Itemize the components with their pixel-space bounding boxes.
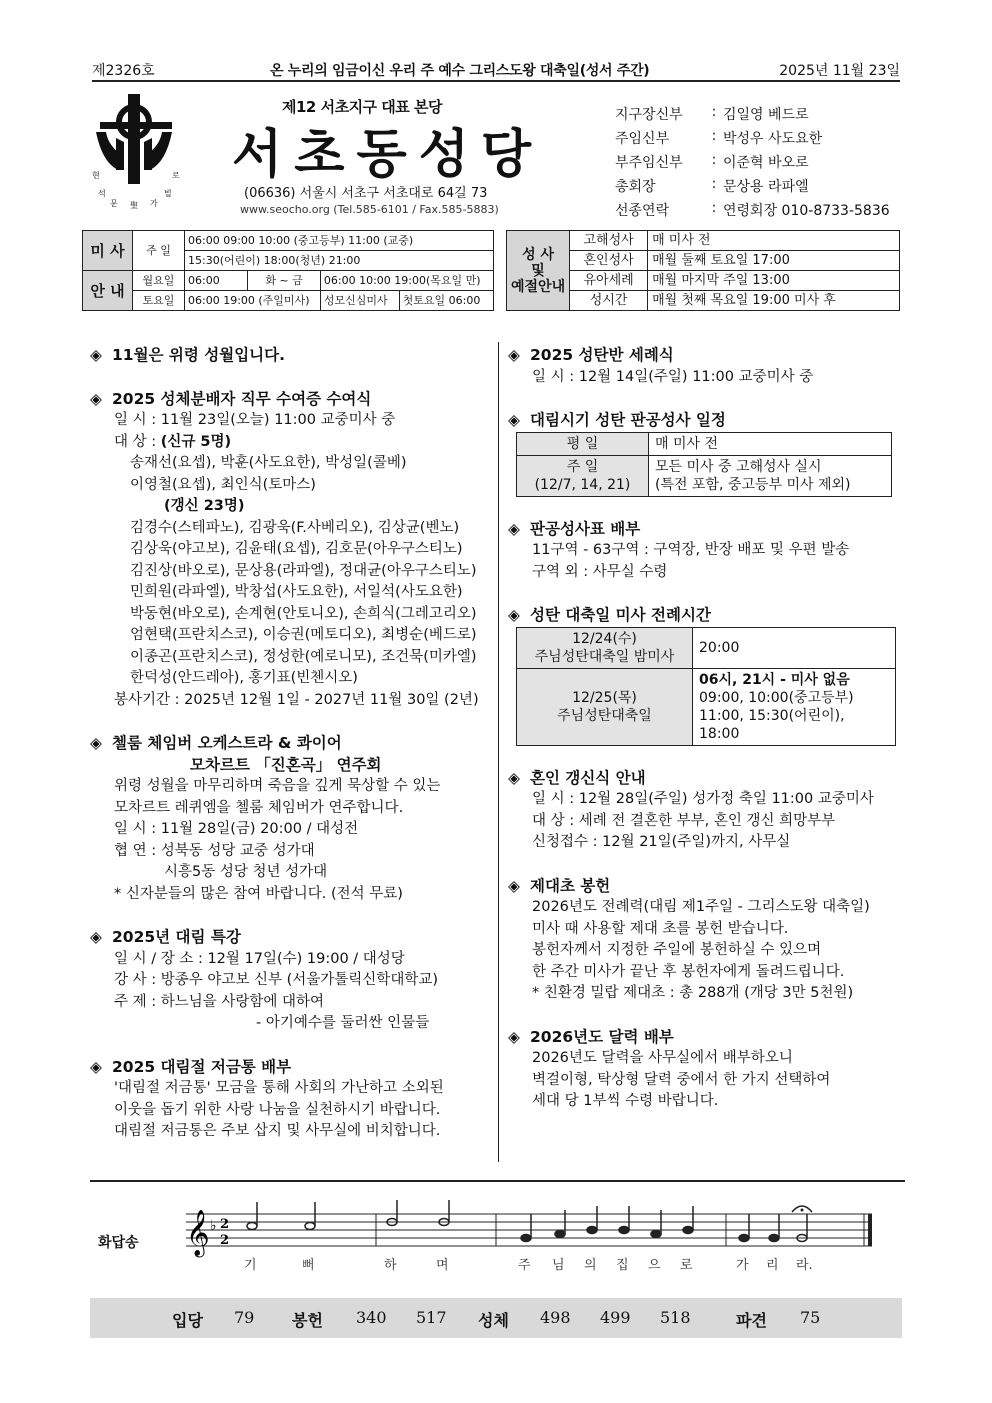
notice-line: 봉사기간 : 2025년 12월 1일 - 2027년 11월 30일 (2년) (114, 691, 479, 708)
weekday-times: 06:00 10:00 19:00(목요일 만) (320, 271, 493, 291)
logo-char: 현 (92, 171, 100, 180)
sacrament-label-line: 성 사 (522, 246, 555, 263)
notice-title-text: 혼인 갱신식 안내 (530, 768, 646, 787)
clergy-name: 박성우 사도요한 (723, 131, 823, 147)
lyric-syllable: 리 (766, 1258, 779, 1273)
target-label: 대 상 : (114, 433, 161, 450)
lyric-syllable: 라. (796, 1258, 813, 1273)
quarter-notes (521, 1206, 779, 1242)
notice-line: 일 시 : 12월 28일(주일) 성가정 축일 11:00 교중미사 (532, 791, 874, 807)
notice-line: 2026년도 달력을 사무실에서 배부하오니 (532, 1050, 793, 1066)
column-divider (498, 342, 499, 1162)
psalm-lyrics (180, 1254, 880, 1274)
sunday-times: 15:30(어린이) 18:00(청년) 21:00 (185, 251, 494, 271)
lyric-syllable: 가 (736, 1258, 749, 1273)
first-saturday: 첫토요일 06:00 (399, 291, 493, 311)
sacrament-label-line: 및 (531, 262, 545, 279)
diamond-bullet-icon: ◈ (90, 928, 102, 946)
notice-line: 세대 당 1부씩 수령 바랍니다. (532, 1093, 719, 1109)
lyric-syllable: 하 (384, 1258, 397, 1273)
diamond-bullet-icon: ◈ (508, 1027, 520, 1046)
christmas-time: 20:00 (693, 627, 896, 668)
saturday-label: 토요일 (133, 291, 185, 311)
notice-line: 일 시 : 11월 28일(금) 20:00 / 대성전 (114, 821, 359, 837)
hymn-number: 340 (356, 1308, 387, 1327)
notice-line: 구역 외 : 사무실 수령 (532, 563, 668, 580)
notice-title-text: 2025 성탄반 세례식 (530, 346, 674, 364)
confession-table (516, 432, 892, 497)
name-line: 박동현(바오로), 손계현(안토니오), 손희식(그레고리오) (130, 605, 477, 622)
notice-title-text: 첼룸 체임버 오케스트라 & 콰이어 (112, 734, 342, 752)
hymn-number-bar (90, 1298, 902, 1338)
clergy-role: 선종연락 (615, 203, 670, 219)
notice-title-text: 2025년 대림 특강 (112, 928, 241, 946)
name-line: 한덕성(안드레아), 홍기표(빈첸시오) (130, 670, 358, 686)
notice-line: 대림절 저금통은 주보 삽지 및 사무실에 비치합니다. (114, 1123, 441, 1139)
lyric-syllable: 주 (518, 1258, 531, 1273)
time-signature-icon: 2 (220, 1217, 230, 1232)
notice-title (508, 605, 903, 627)
sacrament-table (506, 230, 900, 311)
christmas-name: 주님성탄대축일 밤미사 (534, 648, 675, 665)
mass-schedule-table (82, 230, 494, 311)
parish-contact: www.seocho.org (Tel.585-6101 / Fax.585-5883) (240, 203, 499, 216)
notice-title (90, 733, 490, 755)
notice-line: 모차르트 레퀴엠을 첼룸 체임버가 연주합니다. (114, 799, 404, 816)
notice-line: 일 시 : 11월 23일(오늘) 11:00 교중미사 중 (114, 412, 396, 428)
monday-label: 월요일 (133, 271, 185, 291)
lyric-syllable: 뻐 (302, 1258, 315, 1273)
masthead-line (92, 60, 900, 82)
hymn-number: 518 (660, 1308, 691, 1327)
saturday-times: 06:00 19:00 (주일미사) (185, 291, 321, 311)
christmas-time (693, 668, 896, 745)
notice-title-text: 모차르트 「진혼곡」 연주회 (190, 755, 382, 774)
lyric-syllable: 기 (244, 1258, 257, 1273)
clergy-name: 김일영 베드로 (723, 107, 809, 123)
notice-line: 일 시 / 장 소 : 12월 17일(수) 19:00 / 대성당 (114, 950, 405, 967)
notice-line: 미사 때 사용할 제대 초를 봉헌 받습니다. (532, 920, 789, 937)
left-column (90, 345, 490, 1143)
lyric-syllable: 의 (584, 1258, 597, 1273)
sunday-times: 06:00 09:00 10:00 (중고등부) 11:00 (교중) (185, 231, 494, 251)
notice-title-text: 2025 대림절 저금통 배부 (112, 1057, 292, 1076)
diamond-bullet-icon: ◈ (90, 1057, 102, 1076)
notice-title (508, 876, 903, 898)
name-line: 김경수(스테파노), 김광욱(F.사베리오), 김상균(벤노) (130, 519, 460, 536)
notice-title-text: 2026년도 달력 배부 (530, 1027, 674, 1046)
christmas-date: 12/25(목) (572, 689, 637, 706)
name-line: 이영철(요셉), 최인식(토마스) (130, 476, 316, 493)
notice-line: 위령 성월을 마무리하며 죽음을 깊게 묵상할 수 있는 (114, 778, 441, 794)
hymn-number: 75 (800, 1308, 821, 1327)
christmas-date: 12/24(수) (572, 630, 637, 647)
confession-label: 평 일 (517, 432, 649, 455)
logo-char: 빌 (164, 189, 172, 198)
hymn-number: 499 (600, 1308, 631, 1327)
bottom-divider (90, 1180, 905, 1182)
logo-char: 석 (98, 189, 106, 198)
diamond-bullet-icon: ◈ (90, 346, 102, 364)
christmas-label (517, 627, 693, 668)
flat-icon: ♭ (210, 1218, 217, 1234)
sacrament-row-value: 매월 첫째 목요일 19:00 미사 후 (648, 291, 900, 311)
notice-line: 신청접수 : 12월 21일(주일)까지, 사무실 (532, 834, 791, 850)
parish-subtitle: 제12 서초지구 대표 본당 (282, 98, 442, 116)
christmas-name: 주님성탄대축일 (557, 707, 652, 724)
notice-line: 봉헌자께서 지정한 주일에 봉헌하실 수 있으며 (532, 942, 822, 958)
notice-line: 일 시 : 12월 14일(주일) 11:00 교중미사 중 (532, 368, 814, 385)
hymn-label: 파견 (736, 1311, 767, 1330)
notice-title (508, 410, 903, 432)
notice-title (508, 768, 903, 790)
name-line: 민희원(라파엘), 박창섭(사도요한), 서일석(사도요한) (130, 584, 463, 600)
notice-title (90, 389, 490, 411)
hymn-number: 517 (416, 1308, 447, 1327)
logo-char: 로 (172, 171, 180, 180)
heart-mass: 성모신심미사 (320, 291, 399, 311)
name-line: 이종곤(프란치스코), 정성한(예로니모), 조건묵(미카엘) (130, 648, 477, 665)
christmas-time-line: 06시, 21시 - 미사 없음 (699, 671, 850, 688)
lyric-syllable: 로 (680, 1258, 693, 1273)
clergy-name: 연령회장 010-8733-5836 (723, 203, 890, 219)
sacrament-row-value: 매월 마지막 주일 13:00 (648, 271, 900, 291)
clergy-row: 선종연락 : 연령회장 010-8733-5836 (615, 200, 905, 224)
notice-line: '대림절 저금통' 모금을 통해 사회의 가난하고 소외된 (114, 1080, 444, 1096)
notice-line: 협 연 : 성북동 성당 교중 성가대 (114, 842, 315, 859)
diamond-bullet-icon: ◈ (508, 768, 520, 787)
notice-title-text: 2025 성체분배자 직무 수여증 수여식 (112, 389, 372, 408)
diamond-bullet-icon: ◈ (508, 606, 520, 624)
diamond-bullet-icon: ◈ (90, 734, 102, 752)
parish-address: (06636) 서울시 서초구 서초대로 64길 73 (244, 186, 488, 201)
hymn-label: 입당 (172, 1311, 203, 1330)
notice-line: - 아기예수를 둘러싼 인물들 (256, 1015, 430, 1031)
sacrament-label (507, 231, 570, 311)
notice-line: 시흥5동 성당 청년 성가대 (164, 864, 328, 880)
notice-title-text: 판공성사표 배부 (530, 519, 641, 538)
notice-title-text: 제대초 봉헌 (530, 876, 611, 895)
confession-label-line: (12/7, 14, 21) (534, 476, 631, 493)
notice-line: 이웃을 돕기 위한 사랑 나눔을 실천하시기 바랍니다. (114, 1101, 441, 1118)
christmas-time-line: 09:00, 10:00(중고등부) (699, 689, 854, 706)
notice-line: 강 사 : 방종우 야고보 신부 (서울가톨릭신학대학교) (114, 972, 438, 988)
notice-line: 한 주간 미사가 끝난 후 봉헌자에게 돌려드립니다. (532, 963, 845, 980)
clergy-row: 부주임신부 : 이준혁 바오로 (615, 152, 905, 176)
lyric-syllable: 으 (648, 1258, 661, 1273)
clergy-row: 총회장 : 문상용 라파엘 (615, 176, 905, 200)
clergy-role: 지구장신부 (615, 107, 683, 123)
hymn-label: 성체 (478, 1311, 509, 1330)
notice-line: 벽걸이형, 탁상형 달력 중에서 한 가지 선택하여 (532, 1071, 831, 1088)
hymn-number: 498 (540, 1308, 571, 1327)
name-line: 송재선(요셉), 박훈(사도요한), 박성일(콜베) (130, 455, 407, 471)
logo-char: 가 (150, 199, 158, 208)
new-count: (신규 5명) (160, 433, 232, 450)
weekday-label: 화 ~ 금 (248, 271, 321, 291)
clergy-role: 주임신부 (615, 131, 670, 147)
name-line: 김상욱(야고보), 김윤태(요셉), 김호문(아우구스티노) (130, 541, 463, 557)
clergy-row: 주임신부 : 박성우 사도요한 (615, 128, 905, 152)
notice-title-text: 11월은 위령 성월입니다. (112, 346, 286, 364)
clergy-row: 지구장신부 : 김일영 베드로 (615, 104, 905, 128)
notice-title (508, 345, 903, 367)
hymn-number: 79 (234, 1308, 255, 1327)
sacrament-label-line: 예절안내 (511, 278, 566, 295)
clergy-name: 문상용 라파엘 (723, 179, 809, 195)
feast-title: 온 누리의 임금이신 우리 주 예수 그리스도왕 대축일(성서 주간) (270, 63, 650, 79)
lyric-syllable: 며 (436, 1258, 449, 1273)
name-line: 김진상(바오로), 문상용(라파엘), 정대균(아우구스티노) (130, 562, 477, 579)
bulletin-date: 2025년 11월 23일 (779, 63, 900, 79)
notice-line: * 신자분들의 많은 참여 바랍니다. (전석 무료) (114, 885, 403, 902)
lyric-syllable: 님 (552, 1258, 565, 1273)
sacrament-row-label: 고해성사 (570, 231, 648, 251)
sacrament-row-value: 매 미사 전 (648, 231, 900, 251)
psalm-label: 화답송 (98, 1235, 139, 1251)
diamond-bullet-icon: ◈ (508, 411, 520, 429)
confession-value-line: 모든 미사 중 고해성사 실시 (655, 458, 822, 475)
diamond-bullet-icon: ◈ (90, 389, 102, 408)
confession-value-line: (특전 포함, 중고등부 미사 제외) (655, 476, 851, 493)
treble-clef-icon: 𝄞 (186, 1210, 210, 1256)
notice-title (90, 927, 490, 949)
lyric-syllable: 집 (616, 1258, 629, 1273)
parish-logo (88, 92, 198, 212)
time-signature-icon: 2 (220, 1233, 230, 1248)
notice-line: 대 상 : 세례 전 결혼한 부부, 혼인 갱신 희망부부 (532, 812, 836, 829)
notice-line: * 친환경 밀랍 제대초 : 총 288개 (개당 3만 5천원) (532, 985, 854, 1001)
clergy-name: 이준혁 바오로 (723, 155, 809, 171)
notice-line (90, 432, 490, 454)
christmas-label (517, 668, 693, 745)
logo-char: 문 (110, 199, 118, 208)
renew-count: (갱신 23명) (164, 498, 245, 514)
mass-label: 안 내 (83, 271, 133, 311)
diamond-bullet-icon: ◈ (508, 876, 520, 895)
sacrament-row-label: 성시간 (570, 291, 648, 311)
confession-label-line: 주 일 (566, 458, 599, 475)
christmas-time-line: 11:00, 15:30(어린이), 18:00 (699, 707, 845, 742)
mass-label: 미 사 (83, 231, 133, 271)
confession-label (517, 455, 649, 496)
notice-title-text: 대림시기 성탄 판공성사 일정 (530, 411, 726, 429)
confession-value (649, 455, 892, 496)
confession-value: 매 미사 전 (649, 432, 892, 455)
sacrament-row-label: 혼인성사 (570, 251, 648, 271)
hymn-label: 봉헌 (292, 1311, 323, 1330)
name-line: 엄현택(프란치스코), 이승권(메토디오), 최병순(베드로) (130, 627, 477, 643)
sunday-label: 주 일 (133, 231, 185, 271)
notice-title (90, 1057, 490, 1079)
sacrament-row-value: 매월 둘째 토요일 17:00 (648, 251, 900, 271)
monday-times: 06:00 (185, 271, 248, 291)
notice-title (90, 345, 490, 367)
sacrament-row-label: 유아세례 (570, 271, 648, 291)
clergy-list (615, 104, 905, 224)
issue-number: 제2326호 (92, 63, 155, 79)
notice-line: 2026년도 전례력(대림 제1주일 - 그리스도왕 대축일) (532, 899, 870, 915)
clergy-role: 총회장 (615, 179, 656, 195)
notice-title (508, 1027, 903, 1049)
right-column (508, 345, 903, 1113)
logo-char: 聖 (130, 201, 138, 210)
notice-line: 주 제 : 하느님을 사랑함에 대하여 (114, 993, 325, 1010)
diamond-bullet-icon: ◈ (508, 519, 520, 538)
parish-name: 서초동성당 (232, 125, 544, 185)
notice-line: 11구역 - 63구역 : 구역장, 반장 배포 및 우편 발송 (532, 542, 850, 558)
christmas-mass-table (516, 627, 896, 746)
clergy-role: 부주임신부 (615, 155, 683, 171)
diamond-bullet-icon: ◈ (508, 346, 520, 364)
notice-title-text: 성탄 대축일 미사 전례시간 (530, 606, 711, 624)
notice-title (508, 519, 903, 541)
